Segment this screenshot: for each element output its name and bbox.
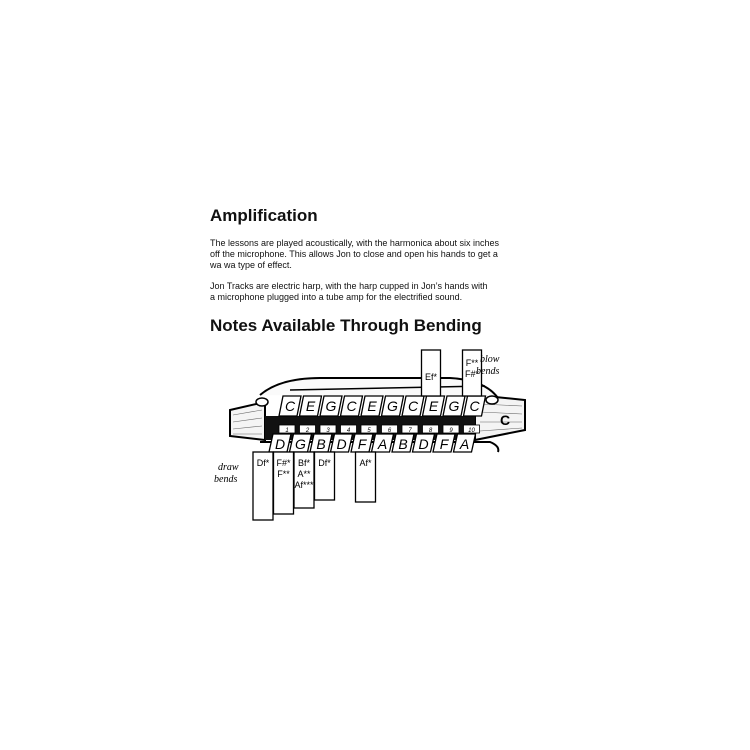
blow-bend-strip <box>422 350 441 396</box>
hole-number-label: 3 <box>326 428 330 434</box>
blow-note-tile <box>402 396 424 416</box>
draw-bend-note: Af*** <box>294 480 314 490</box>
draw-note-label: G <box>295 436 306 452</box>
draw-note-label: F <box>357 436 367 452</box>
draw-note-label: D <box>418 436 429 452</box>
hole-number <box>361 425 377 434</box>
draw-bend-strip <box>315 452 335 500</box>
hole-number-label: 9 <box>449 428 453 434</box>
bending-heading: Notes Available Through Bending <box>210 316 482 335</box>
draw-bend-note: F** <box>277 469 290 479</box>
blow-note-label: C <box>284 398 296 414</box>
para1-line3: wa wa type of effect. <box>210 260 292 270</box>
hole-number <box>341 425 357 434</box>
blow-note-tile <box>464 396 486 416</box>
harmonica-key-label: C <box>500 412 511 428</box>
hole-number-label: 10 <box>468 428 475 434</box>
blow-note-tile <box>382 396 404 416</box>
draw-note-label: A <box>377 436 388 452</box>
draw-bend-note: Df* <box>318 458 331 468</box>
draw-note-tile <box>351 434 373 452</box>
draw-note-tile <box>290 434 312 452</box>
blow-note-tile <box>341 396 363 416</box>
blow-note-tile <box>361 396 383 416</box>
hole-number <box>443 425 459 434</box>
hole-number <box>464 425 480 434</box>
hole-number-label: 4 <box>346 428 351 434</box>
draw-note-tile <box>413 434 435 452</box>
draw-bend-note: Af* <box>359 458 372 468</box>
draw-bend-note: F#* <box>276 458 291 468</box>
blow-bend-note: Ef* <box>424 372 438 382</box>
para2-line1: Jon Tracks are electric harp, with the harp cupped in Jon’s hands with <box>210 281 488 291</box>
blow-note-tile <box>320 396 342 416</box>
blow-bends-label-line1: blow <box>480 354 500 365</box>
draw-bend-strips <box>253 452 376 520</box>
hole-number <box>402 425 418 434</box>
draw-note-tile <box>372 434 394 452</box>
blow-note-tile <box>300 396 322 416</box>
hole-number <box>382 425 398 434</box>
amplification-paragraph-2 <box>210 281 540 303</box>
blow-bend-note: F** <box>465 358 479 368</box>
draw-bend-strip <box>294 452 314 508</box>
harmonica-bending-diagram <box>200 340 540 530</box>
draw-bends-label-line2: bends <box>214 474 238 485</box>
blow-note-label: C <box>407 398 419 414</box>
draw-bend-strip <box>253 452 273 520</box>
blow-note-label: E <box>305 398 316 414</box>
draw-note-label: D <box>336 436 347 452</box>
blow-note-tile <box>443 396 465 416</box>
hole-number-label: 1 <box>285 428 289 434</box>
hole-number <box>423 425 439 434</box>
blow-bend-note: F#* <box>464 369 480 379</box>
amplification-heading: Amplification <box>210 206 318 225</box>
hole-number-label: 7 <box>408 428 412 434</box>
blow-note-label: G <box>387 398 398 414</box>
draw-note-label: A <box>459 436 470 452</box>
draw-bend-note: Df* <box>256 458 270 468</box>
draw-note-tile <box>269 434 291 452</box>
draw-note-label: F <box>439 436 449 452</box>
blow-note-tile <box>423 396 445 416</box>
hole-number <box>320 425 336 434</box>
draw-note-label: D <box>274 436 286 452</box>
hole-number-label: 2 <box>305 428 310 434</box>
para1-line1: The lessons are played acoustically, with the harmonica about six inches <box>210 238 499 248</box>
blow-note-label: C <box>346 398 357 414</box>
blow-note-label: G <box>325 398 337 414</box>
draw-note-label: B <box>398 436 408 452</box>
draw-bends-label-line1: draw <box>218 462 239 473</box>
blow-note-tile <box>279 396 301 416</box>
blow-note-label: E <box>367 398 377 414</box>
hole-number-label: 8 <box>428 428 433 434</box>
hole-number <box>300 425 316 434</box>
draw-bend-note: A** <box>297 469 311 479</box>
draw-note-tile <box>392 434 414 452</box>
draw-note-tile <box>433 434 455 452</box>
blow-bends-label-line2: bends <box>476 366 500 377</box>
amplification-paragraph-1 <box>210 238 540 271</box>
blow-notes-row <box>279 396 486 416</box>
hole-number <box>279 425 295 434</box>
draw-note-tile <box>310 434 332 452</box>
para2-line2: a microphone plugged into a tube amp for the electrified sound. <box>210 292 463 302</box>
draw-note-tile <box>331 434 353 452</box>
para1-line2: off the microphone. This allows Jon to close and open his hands to get a <box>210 249 498 259</box>
blow-note-label: G <box>448 398 460 414</box>
hole-number-label: 6 <box>387 428 392 434</box>
draw-bend-strip <box>356 452 376 502</box>
blow-note-label: E <box>428 398 439 414</box>
draw-bend-note: Bf* <box>297 458 311 468</box>
draw-bend-strip <box>274 452 294 514</box>
hole-number-label: 5 <box>367 428 371 434</box>
draw-note-label: B <box>316 436 326 452</box>
blow-note-label: C <box>469 398 480 414</box>
draw-note-tile <box>454 434 476 452</box>
